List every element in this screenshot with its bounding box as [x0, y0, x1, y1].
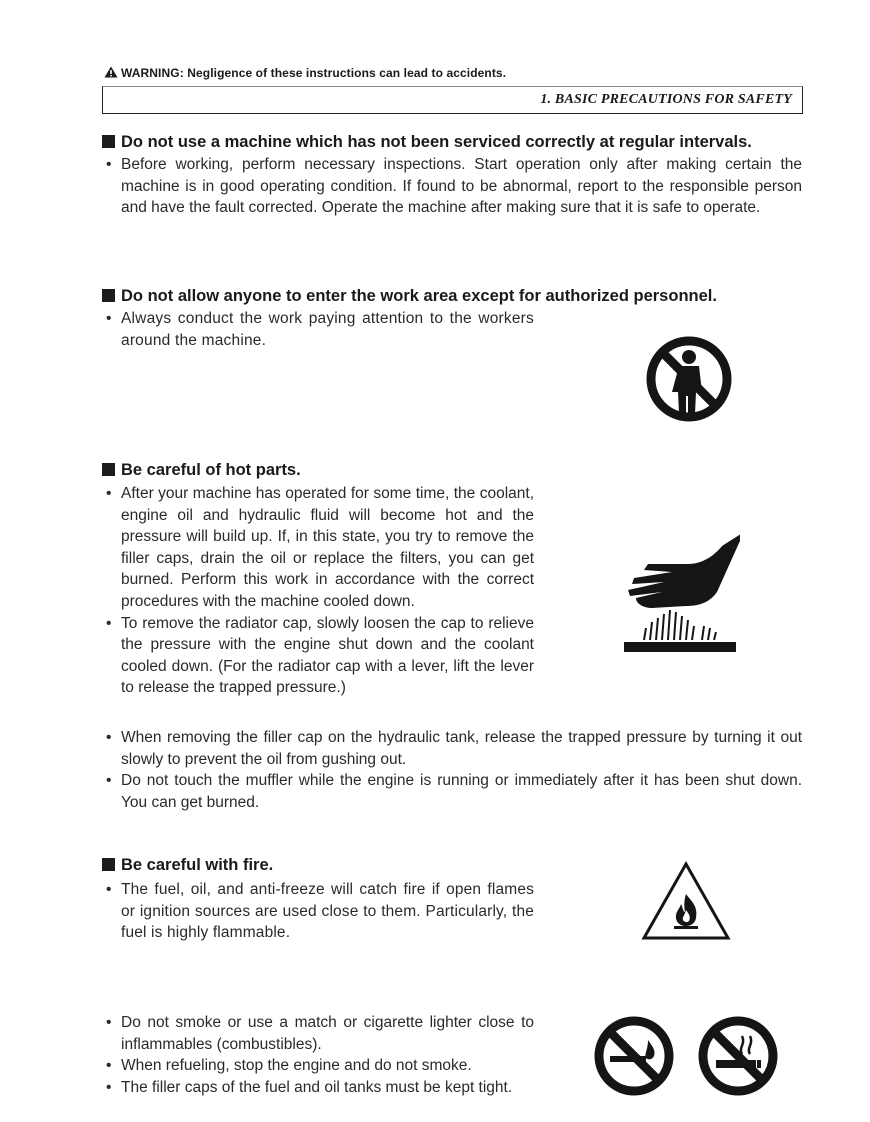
section-heading-fire — [102, 856, 273, 875]
list-item: • After your machine has operated for some time, the coolant, engine oil and hydraulic fluid will become hot and the pressure will build up. If, in this state, you try to remove the filler caps, drain the oil or replace the filters, you can get burned. Perform this work in accordance with the correct procedures with the machine cooled down. — [106, 485, 534, 610]
section-title: 1. BASIC PRECAUTIONS FOR SAFETY — [540, 92, 792, 107]
square-bullet-icon — [102, 289, 115, 302]
square-bullet-icon — [102, 463, 115, 476]
section-header-box — [102, 86, 803, 114]
list-item: • Do not smoke or use a match or cigarette lighter close to inflammables (combustibles). — [106, 1014, 534, 1053]
list-item: • When removing the filler cap on the hydraulic tank, release the trapped pressure by turning it out slowly to prevent the oil from gushing out. — [106, 729, 802, 768]
list-item: • Always conduct the work paying attention to the workers around the machine. — [106, 310, 534, 349]
section-body-hot-parts-a — [106, 483, 534, 699]
no-open-flame-icon — [592, 1014, 676, 1098]
square-bullet-icon — [102, 858, 115, 871]
list-item: • Do not touch the muffler while the engine is running or immediately after it has been shut down. You can get burned. — [106, 772, 802, 811]
section-body-authorized — [106, 308, 534, 351]
bullet-text: When refueling, stop the engine and do not smoke. — [121, 1057, 472, 1075]
bullet-text: Always conduct the work paying attention to the workers around the machine. — [121, 310, 534, 349]
bullet-text: Do not touch the muffler while the engine is running or immediately after it has been shut down. You can get burned. — [121, 772, 802, 811]
list-item: • The fuel, oil, and anti-freeze will catch fire if open flames or ignition sources are used close to them. Particularly, the fuel is highly flammable. — [106, 881, 534, 942]
section-heading-hot-parts — [102, 461, 301, 480]
bullet-text: Before working, perform necessary inspections. Start operation only after making certain the machine is in good operating condition. If found to be abnormal, report to the responsible person and have the fault corrected. Operate the machine after making sure that it is safe to operate. — [121, 156, 802, 217]
bullet-text: The filler caps of the fuel and oil tanks must be kept tight. — [121, 1078, 513, 1096]
section-heading-serviced — [102, 133, 752, 152]
bullet-text: When removing the filler cap on the hydraulic tank, release the trapped pressure by turning it out slowly to prevent the oil from gushing out. — [121, 729, 802, 768]
warning-notice — [104, 66, 506, 80]
bullet-text: Do not smoke or use a match or cigarette lighter close to inflammables (combustibles). — [121, 1014, 534, 1053]
bullet-text: The fuel, oil, and anti-freeze will catch fire if open flames or ignition sources are used close to them. Particularly, the fuel is highly flammable. — [121, 881, 534, 942]
section-body-serviced — [106, 154, 802, 219]
square-bullet-icon — [102, 135, 115, 148]
warning-text: WARNING: Negligence of these instructions can lead to accidents. — [121, 66, 507, 80]
section-body-fire-b — [106, 1012, 534, 1098]
bullet-text: To remove the radiator cap, slowly loosen the cap to relieve the pressure with the engine shut down and the coolant cooled down. (For the radiator cap with a lever, lift the lever to release the trapped pressure.) — [121, 614, 534, 697]
warning-triangle-icon — [104, 66, 118, 78]
list-item: • Before working, perform necessary inspections. Start operation only after making certain the machine is in good operating condition. If found to be abnormal, report to the responsible person and have the fault corrected. Operate the machine after making sure that it is safe to operate. — [106, 156, 802, 217]
list-item: • The filler caps of the fuel and oil tanks must be kept tight. — [106, 1078, 513, 1096]
heading-text: Do not allow anyone to enter the work area except for authorized personnel. — [121, 287, 717, 305]
section-body-hot-parts-b — [106, 727, 802, 813]
flammable-warning-icon — [640, 860, 732, 942]
heading-text: Do not use a machine which has not been serviced correctly at regular intervals. — [121, 133, 752, 151]
list-item: • To remove the radiator cap, slowly loosen the cap to relieve the pressure with the engine shut down and the coolant cooled down. (For the radiator cap with a lever, lift the lever to release the trapped pressure.) — [106, 614, 534, 697]
no-smoking-icon — [696, 1014, 780, 1098]
heading-text: Be careful with fire. — [121, 856, 274, 874]
heading-text: Be careful of hot parts. — [121, 461, 301, 479]
no-entry-person-icon — [644, 334, 734, 424]
list-item: • When refueling, stop the engine and do not smoke. — [106, 1057, 472, 1075]
section-heading-authorized — [102, 287, 717, 306]
bullet-text: After your machine has operated for some time, the coolant, engine oil and hydraulic fluid will become hot and the pressure will build up. If, in this state, you try to remove the filler caps, drain the oil or replace the filters, you can get burned. Perform this work in accordance with the correct procedures with the machine cooled down. — [121, 485, 534, 610]
section-body-fire-a — [106, 879, 534, 944]
hot-surface-hand-icon — [622, 532, 740, 656]
